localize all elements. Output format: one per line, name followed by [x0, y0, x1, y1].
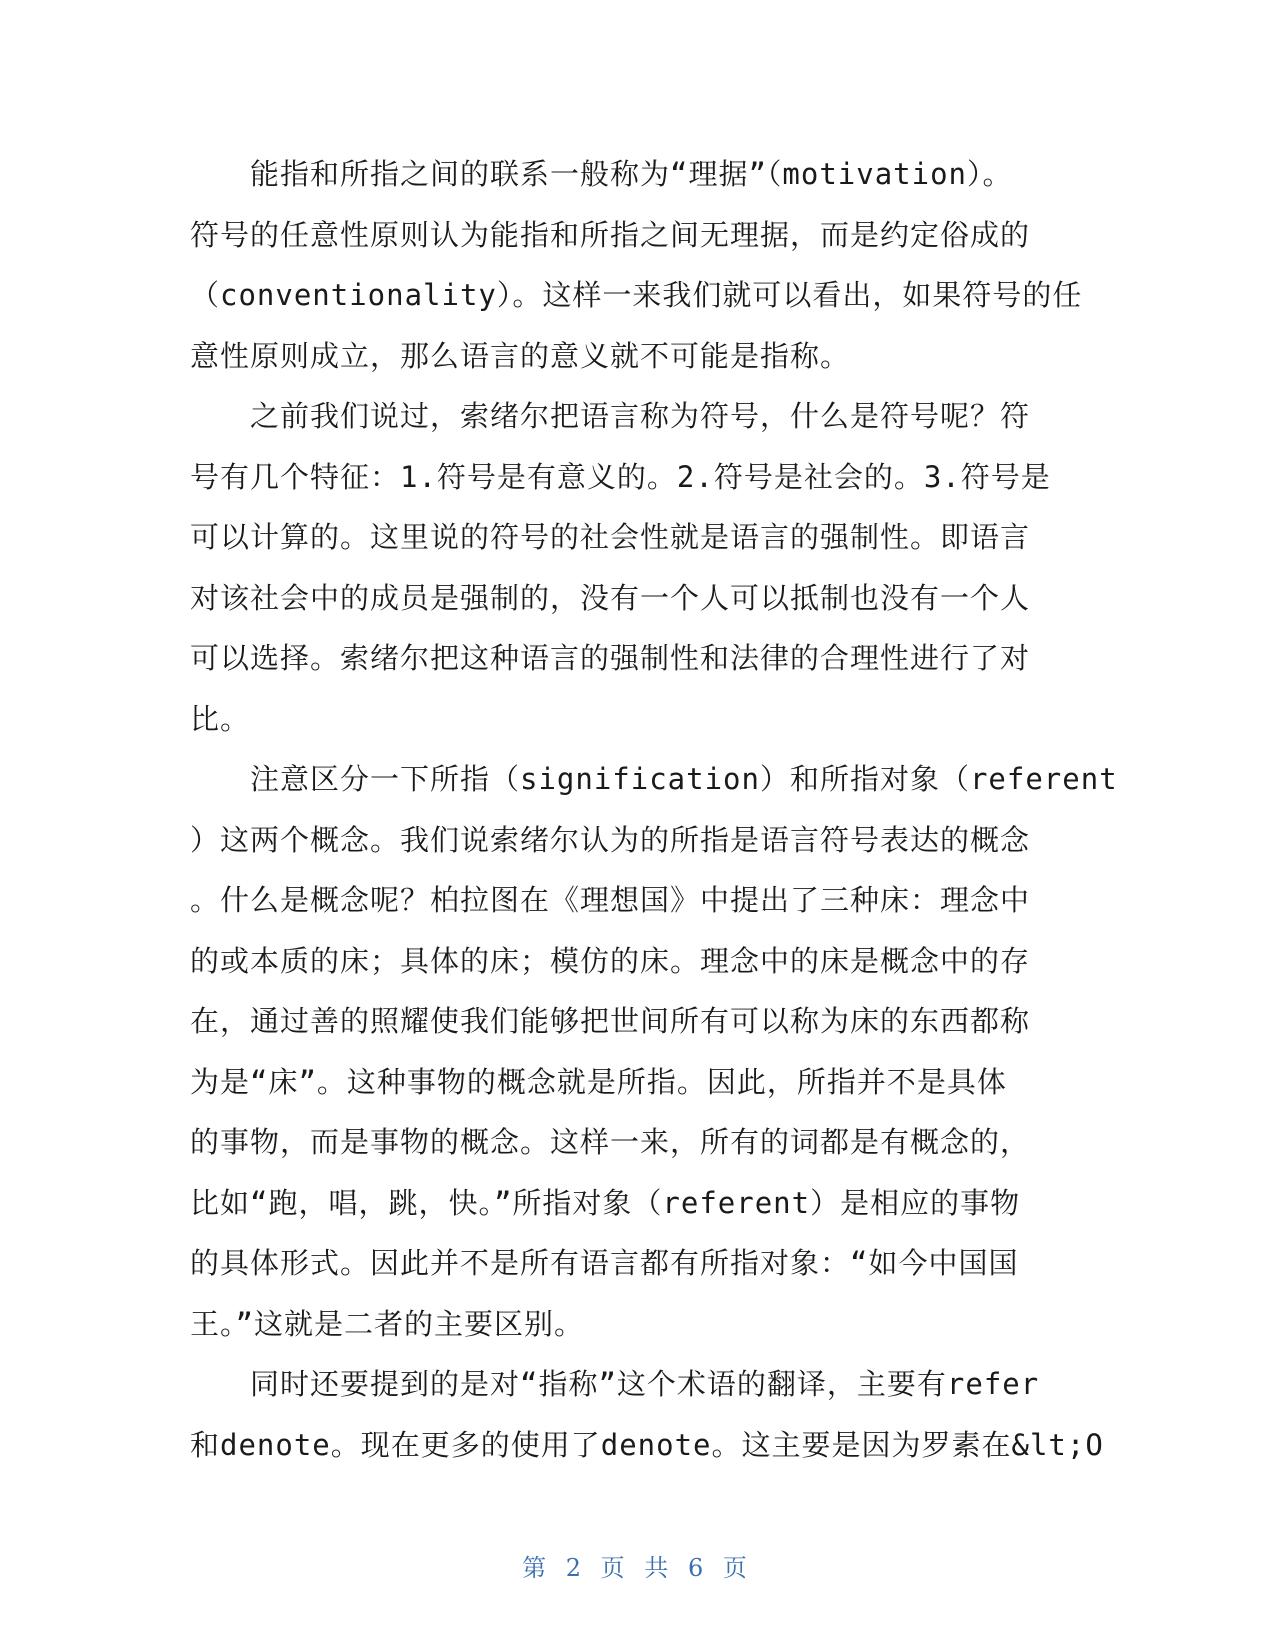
text-line: 对该社会中的成员是强制的，没有一个人可以抵制也没有一个人 [190, 580, 1031, 615]
paragraph-1 [190, 144, 1083, 386]
text-line: 意性原则成立，那么语言的意义就不可能是指称。 [190, 338, 851, 373]
text-line: 可以选择。索绪尔把这种语言的强制性和法律的合理性进行了对 [190, 641, 1031, 675]
document-body [190, 144, 1118, 1475]
paragraph-4 [190, 1354, 1104, 1475]
text-line: 符号的任意性原则认为能指和所指之间无理据，而是约定俗成的 [190, 217, 1031, 252]
text-line: 之前我们说过，索绪尔把语言称为符号，什么是符号呢？符 [250, 399, 1031, 433]
page-number-footer: 第 2 页 共 6 页 [522, 1554, 753, 1582]
text-line: 的事物，而是事物的概念。这样一来，所有的词都是有概念的， [190, 1125, 1031, 1159]
text-line: 的具体形式。因此并不是所有语言都有所指对象：“如今中国国 [190, 1246, 1019, 1280]
text-line: 王。”这就是二者的主要区别。 [190, 1306, 584, 1341]
text-line: 注意区分一下所指（signification）和所指对象（referent [250, 762, 1118, 796]
text-line: （conventionality）。这样一来我们就可以看出，如果符号的任 [190, 278, 1083, 312]
text-line: 可以计算的。这里说的符号的社会性就是语言的强制性。即语言 [190, 520, 1031, 554]
text-line: 。什么是概念呢？柏拉图在《理想国》中提出了三种床：理念中 [190, 883, 1031, 917]
text-line: ）这两个概念。我们说索绪尔认为的所指是语言符号表达的概念 [190, 822, 1031, 857]
text-line: 同时还要提到的是对“指称”这个术语的翻译，主要有refer [250, 1367, 1040, 1401]
text-line: 比如“跑，唱，跳，快。”所指对象（referent）是相应的事物 [190, 1185, 1021, 1220]
text-line: 号有几个特征：1.符号是有意义的。2.符号是社会的。3.符号是 [190, 459, 1051, 494]
paragraph-3 [190, 749, 1118, 1354]
text-line: 的或本质的床；具体的床；模仿的床。理念中的床是概念中的存 [190, 943, 1031, 978]
text-line: 能指和所指之间的联系一般称为“理据”（motivation）。 [250, 157, 1013, 191]
text-line: 在，通过善的照耀使我们能够把世间所有可以称为床的东西都称 [190, 1004, 1031, 1038]
text-line: 为是“床”。这种事物的概念就是所指。因此，所指并不是具体 [190, 1064, 1007, 1099]
text-line: 比。 [190, 701, 251, 736]
paragraph-2 [190, 386, 1080, 749]
text-line: 和denote。现在更多的使用了denote。这主要是因为罗素在&lt;O [190, 1427, 1104, 1462]
